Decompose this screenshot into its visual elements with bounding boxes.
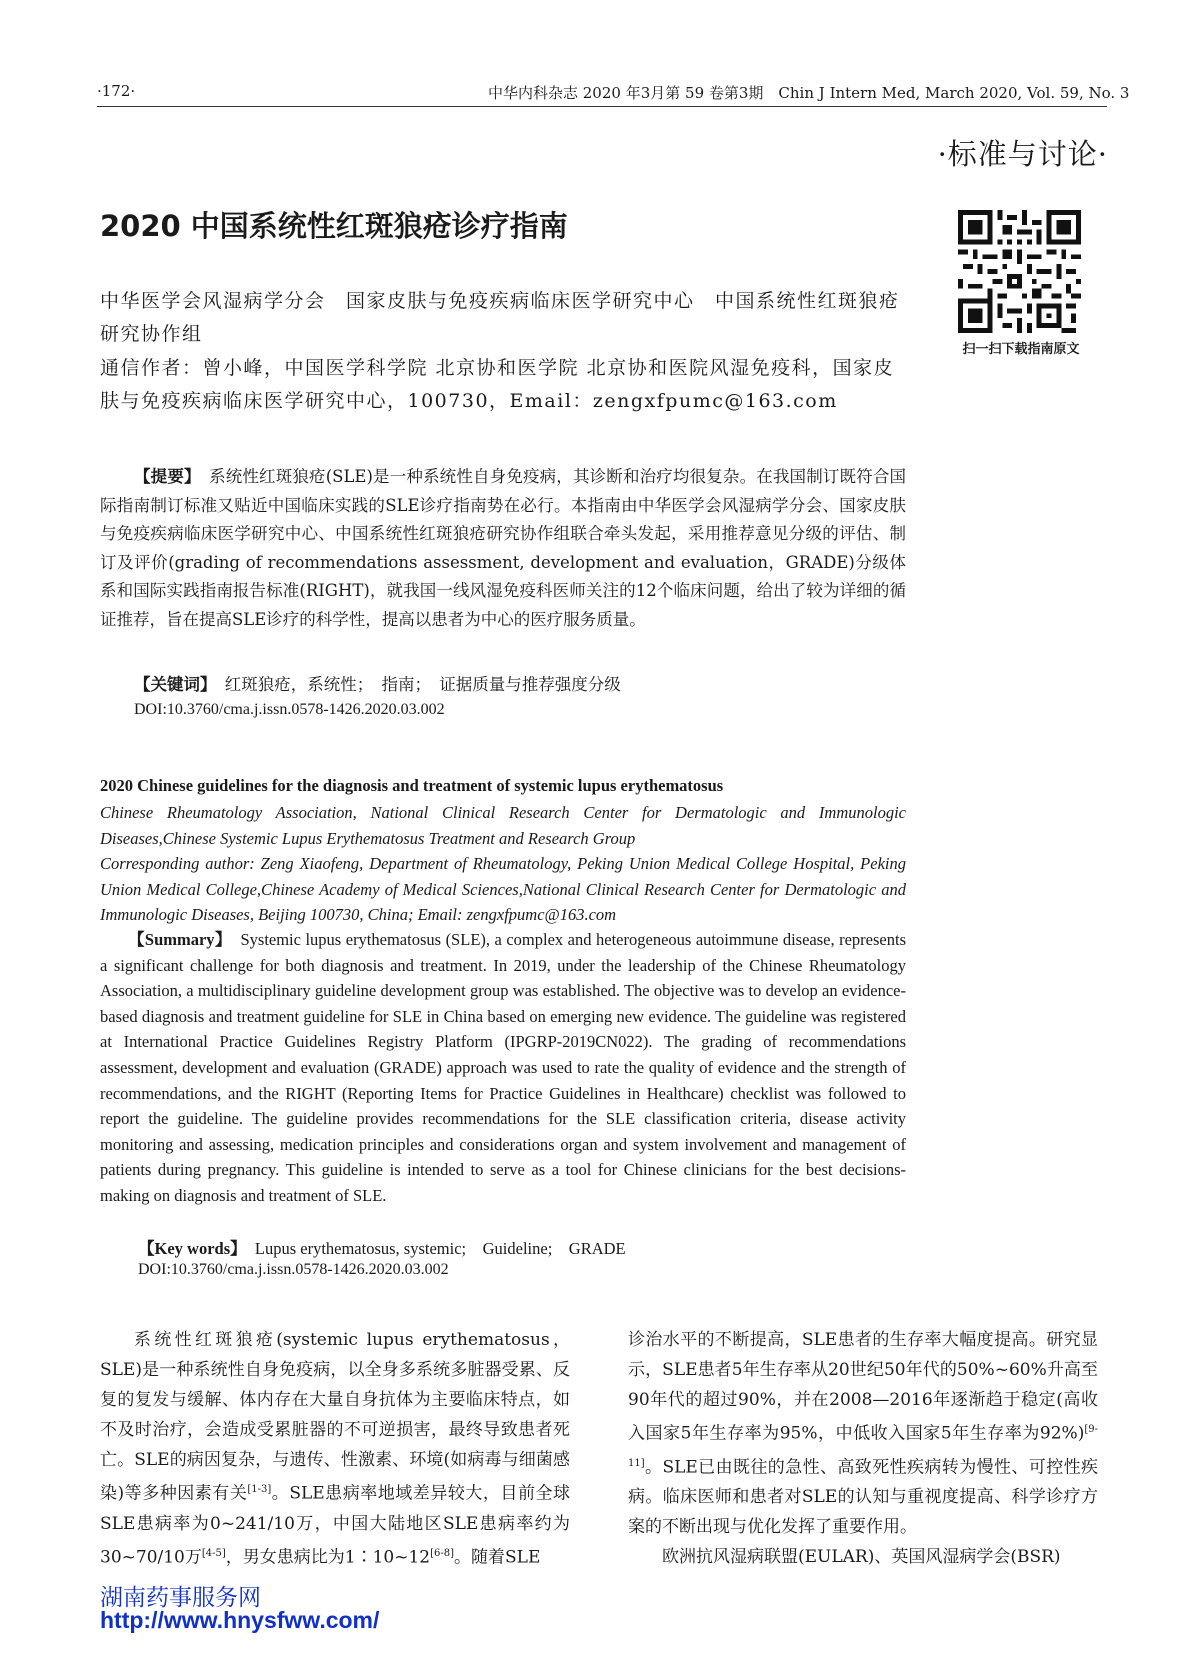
english-authors: Chinese Rheumatology Association, National Clinical Research Center for Dermatologic and Immunologic Diseases,Chinese Systemic Lupus Erythematosus Treatment and Research Group xyxy=(100,803,906,848)
qr-code-icon xyxy=(958,210,1081,333)
body-text: ，男女患病比为1∶10~12 xyxy=(225,1547,431,1568)
journal-header: 中华内科杂志 2020 年3月第 59 卷第3期 Chin J Intern Med, March 2020, Vol. 59, No. 3 xyxy=(488,84,1130,102)
qr-caption: 扫一扫下载指南原文 xyxy=(962,342,1080,357)
watermark-url-link[interactable]: http://www.hnysfww.com/ xyxy=(100,1607,380,1633)
english-summary xyxy=(100,927,906,1209)
body-text: 欧洲抗风湿病联盟(EULAR)、英国风湿病学会(BSR) xyxy=(662,1547,1061,1568)
header-rule xyxy=(97,106,1107,107)
doi: DOI:10.3760/cma.j.issn.0578-1426.2020.03.002 xyxy=(134,701,445,718)
english-keywords-text: Lupus erythematosus, systemic; Guideline; GRADE xyxy=(254,1239,626,1258)
english-keywords xyxy=(138,1235,626,1259)
citation: [9-11] xyxy=(628,1424,1098,1469)
keywords-text: 红斑狼疮，系统性； 指南； 证据质量与推荐强度分级 xyxy=(224,675,621,694)
body-column-right xyxy=(628,1325,1098,1572)
author-groups: 中华医学会风湿病学分会 国家皮肤与免疫疾病临床医学研究中心 中国系统性红斑狼疮研究协作组 xyxy=(100,290,900,345)
body-text: 。SLE患病率地域差异较大，目前全球SLE患病率为0~241/10万，中国大陆地区SLE患病率约为30~70/10万 xyxy=(100,1483,570,1568)
abstract-label: 【提要】 xyxy=(134,467,193,486)
english-keywords-label: 【Key words】 xyxy=(138,1239,239,1258)
english-title: 2020 Chinese guidelines for the diagnosis and treatment of systemic lupus erythematosus xyxy=(100,776,724,795)
body-column-left xyxy=(100,1325,570,1572)
section-label: ·标准与讨论· xyxy=(937,137,1108,171)
page-number: ·172· xyxy=(97,82,136,100)
body-text: 系统性红斑狼疮(systemic lupus erythematosus，SLE)是一种系统性自身免疫病，以全身多系统多脏器受累、反复的复发与缓解、体内存在大量自身抗体为主要临床特点，如不及时治疗，会造成受累脏器的不可逆损害，最终导致患者死亡。SLE的病因复杂，与遗传、性激素、环境(如病毒与细菌感染)等多种因素有关 xyxy=(100,1330,570,1504)
body-text: 诊治水平的不断提高，SLE患者的生存率大幅度提高。研究显示，SLE患者5年生存率从20世纪50年代的50%~60%升高至90年代的超过90%，并在2008—2016年逐渐趋于稳定(高收入国家5年生存率为95%，中低收入国家5年生存率为92%) xyxy=(628,1330,1098,1444)
english-doi: DOI:10.3760/cma.j.issn.0578-1426.2020.03.002 xyxy=(138,1261,449,1278)
abstract xyxy=(100,463,906,634)
article-title: 2020 中国系统性红斑狼疮诊疗指南 xyxy=(100,209,568,243)
watermark-name: 湖南药事服务网 xyxy=(100,1585,261,1611)
keywords-label: 【关键词】 xyxy=(134,675,209,694)
body-text: 。随着SLE xyxy=(454,1547,541,1568)
english-corresponding-author: Corresponding author: Zeng Xiaofeng, Department of Rheumatology, Peking Union Medical College Hospital, Peking Union Medical College,Chinese Academy of Medical Sciences,National Clinical Research Center for Dermatologic and Immunologic Diseases, Beijing 100730, China; Email: zengxfpumc@163.com xyxy=(100,854,906,924)
citation: [6-8] xyxy=(430,1547,455,1559)
citation: [1-3] xyxy=(247,1484,272,1495)
summary-text: Systemic lupus erythematosus (SLE), a complex and heterogeneous autoimmune disease, represents a significant challenge for both diagnosis and treatment. In 2019, under the leadership of the Chinese Rheumatology Association, a multidisciplinary guideline development group was established. The objective was to develop an evidence-based diagnosis and treatment guideline for SLE in China based on emerging new evidence. The guideline was registered at International Practice Guidelines Registry Platform (IPGRP-2019CN022). The grading of recommendations assessment, development and evaluation (GRADE) approach was used to rate the quality of evidence and the strength of recommendations, and the RIGHT (Reporting Items for Practice Guidelines in Healthcare) checklist was followed to report the guideline. The guideline provides recommendations for the SLE classification criteria, disease activity monitoring and assessing, medication principles and considerations organ and system involvement and management of patients during pregnancy. This guideline is intended to serve as a tool for Chinese clinicians for the best decisions-making on diagnosis and treatment of SLE. xyxy=(100,930,906,1205)
body-text: 。SLE已由既往的急性、高致死性疾病转为慢性、可控性疾病。临床医师和患者对SLE的认知与重视度提高、科学诊疗方案的不断出现与优化发挥了重要作用。 xyxy=(628,1457,1098,1538)
summary-label: 【Summary】 xyxy=(128,930,224,949)
keywords xyxy=(134,671,621,695)
corresponding-author: 通信作者：曾小峰，中国医学科学院 北京协和医学院 北京协和医院风湿免疫科，国家皮肤与免疫疾病临床医学研究中心，100730，Email：zengxfpumc@163.com xyxy=(100,357,895,412)
abstract-text: 系统性红斑狼疮(SLE)是一种系统性自身免疫病，其诊断和治疗均很复杂。在我国制订既符合国际指南制订标准又贴近中国临床实践的SLE诊疗指南势在必行。本指南由中华医学会风湿病学分会、国家皮肤与免疫疾病临床医学研究中心、中国系统性红斑狼疮研究协作组联合牵头发起，采用推荐意见分级的评估、制订及评价(grading of recommendations assessment, development and evaluation，GRADE)分级体系和国际实践指南报告标准(RIGHT)，就我国一线风湿免疫科医师关注的12个临床问题，给出了较为详细的循证推荐，旨在提高SLE诊疗的科学性，提高以患者为中心的医疗服务质量。 xyxy=(100,467,907,629)
citation: [4-5] xyxy=(201,1547,226,1559)
